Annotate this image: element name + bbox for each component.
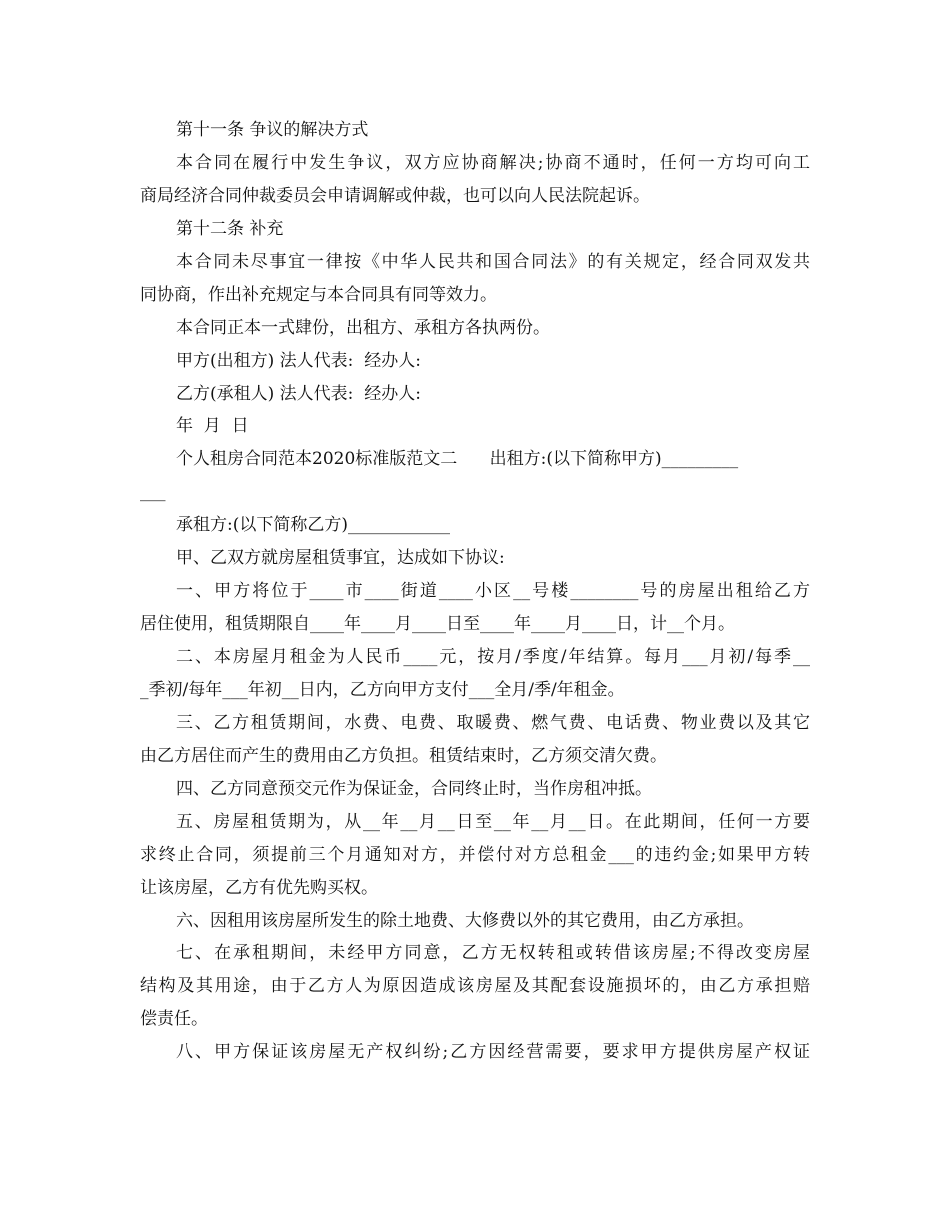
doc-line: _季初/每年___年初__日内，乙方向甲方支付___全月/季/年租金。 — [140, 679, 625, 700]
doc-line: 求终止合同，须提前三个月通知对方，并偿付对方总租金___的违约金;如果甲方转 — [140, 844, 810, 865]
doc-line: 承租方:(以下简称乙方)____________ — [176, 515, 450, 536]
doc-line: 乙方(承租人) 法人代表: 经办人: — [176, 383, 421, 404]
doc-line: 八、甲方保证该房屋无产权纠纷;乙方因经营需要，要求甲方提供房屋产权证 — [176, 1042, 810, 1063]
doc-line: 本合同未尽事宜一律按《中华人民共和国合同法》的有关规定，经合同双发共 — [176, 251, 810, 272]
doc-line: 二、本房屋月租金为人民币____元，按月/季度/年结算。每月___月初/每季__ — [176, 647, 810, 667]
doc-line: 商局经济合同仲裁委员会申请调解或仲裁，也可以向人民法院起诉。 — [140, 185, 650, 206]
doc-line: 个人租房合同范本2020标准版范文二 出租方:(以下简称甲方)_________ — [176, 449, 739, 470]
doc-line: 第十一条 争议的解决方式 — [176, 120, 369, 140]
doc-line: 五、房屋租赁期为，从__年__月__日至__年__月__日。在此期间，任何一方要 — [176, 811, 810, 832]
doc-line: ___ — [140, 482, 166, 503]
doc-line: 第十二条 补充 — [176, 218, 284, 239]
document-body — [140, 114, 810, 1069]
doc-line: 居住使用，租赁期限自____年____月____日至____年____月____日，计__个月。 — [140, 614, 735, 635]
doc-line: 四、乙方同意预交元作为保证金，合同终止时，当作房租冲抵。 — [176, 778, 652, 799]
doc-line: 由乙方居住而产生的费用由乙方负担。租赁结束时，乙方须交清欠费。 — [140, 745, 667, 766]
doc-line: 七、在承租期间，未经甲方同意，乙方无权转租或转借该房屋;不得改变房屋 — [176, 943, 810, 964]
doc-line: 甲、乙双方就房屋租赁事宜，达成如下协议: — [176, 548, 505, 569]
doc-line: 本合同正本一式肆份，出租方、承租方各执两份。 — [176, 317, 550, 338]
doc-line: 年 月 日 — [176, 416, 249, 437]
doc-line: 六、因租用该房屋所发生的除土地费、大修费以外的其它费用，由乙方承担。 — [176, 910, 754, 931]
doc-line: 让该房屋，乙方有优先购买权。 — [140, 877, 378, 898]
doc-line: 偿责任。 — [140, 1009, 208, 1030]
doc-line: 一、甲方将位于____市____街道____小区__号楼________号的房屋出租给乙方 — [176, 581, 810, 602]
doc-line: 结构及其用途，由于乙方人为原因造成该房屋及其配套设施损坏的，由乙方承担赔 — [140, 976, 810, 997]
doc-line: 三、乙方租赁期间，水费、电费、取暖费、燃气费、电话费、物业费以及其它 — [176, 712, 810, 733]
doc-line: 同协商，作出补充规定与本合同具有同等效力。 — [140, 284, 497, 305]
doc-line: 甲方(出租方) 法人代表: 经办人: — [176, 350, 421, 371]
doc-line: 本合同在履行中发生争议，双方应协商解决;协商不通时，任何一方均可向工 — [176, 152, 810, 173]
